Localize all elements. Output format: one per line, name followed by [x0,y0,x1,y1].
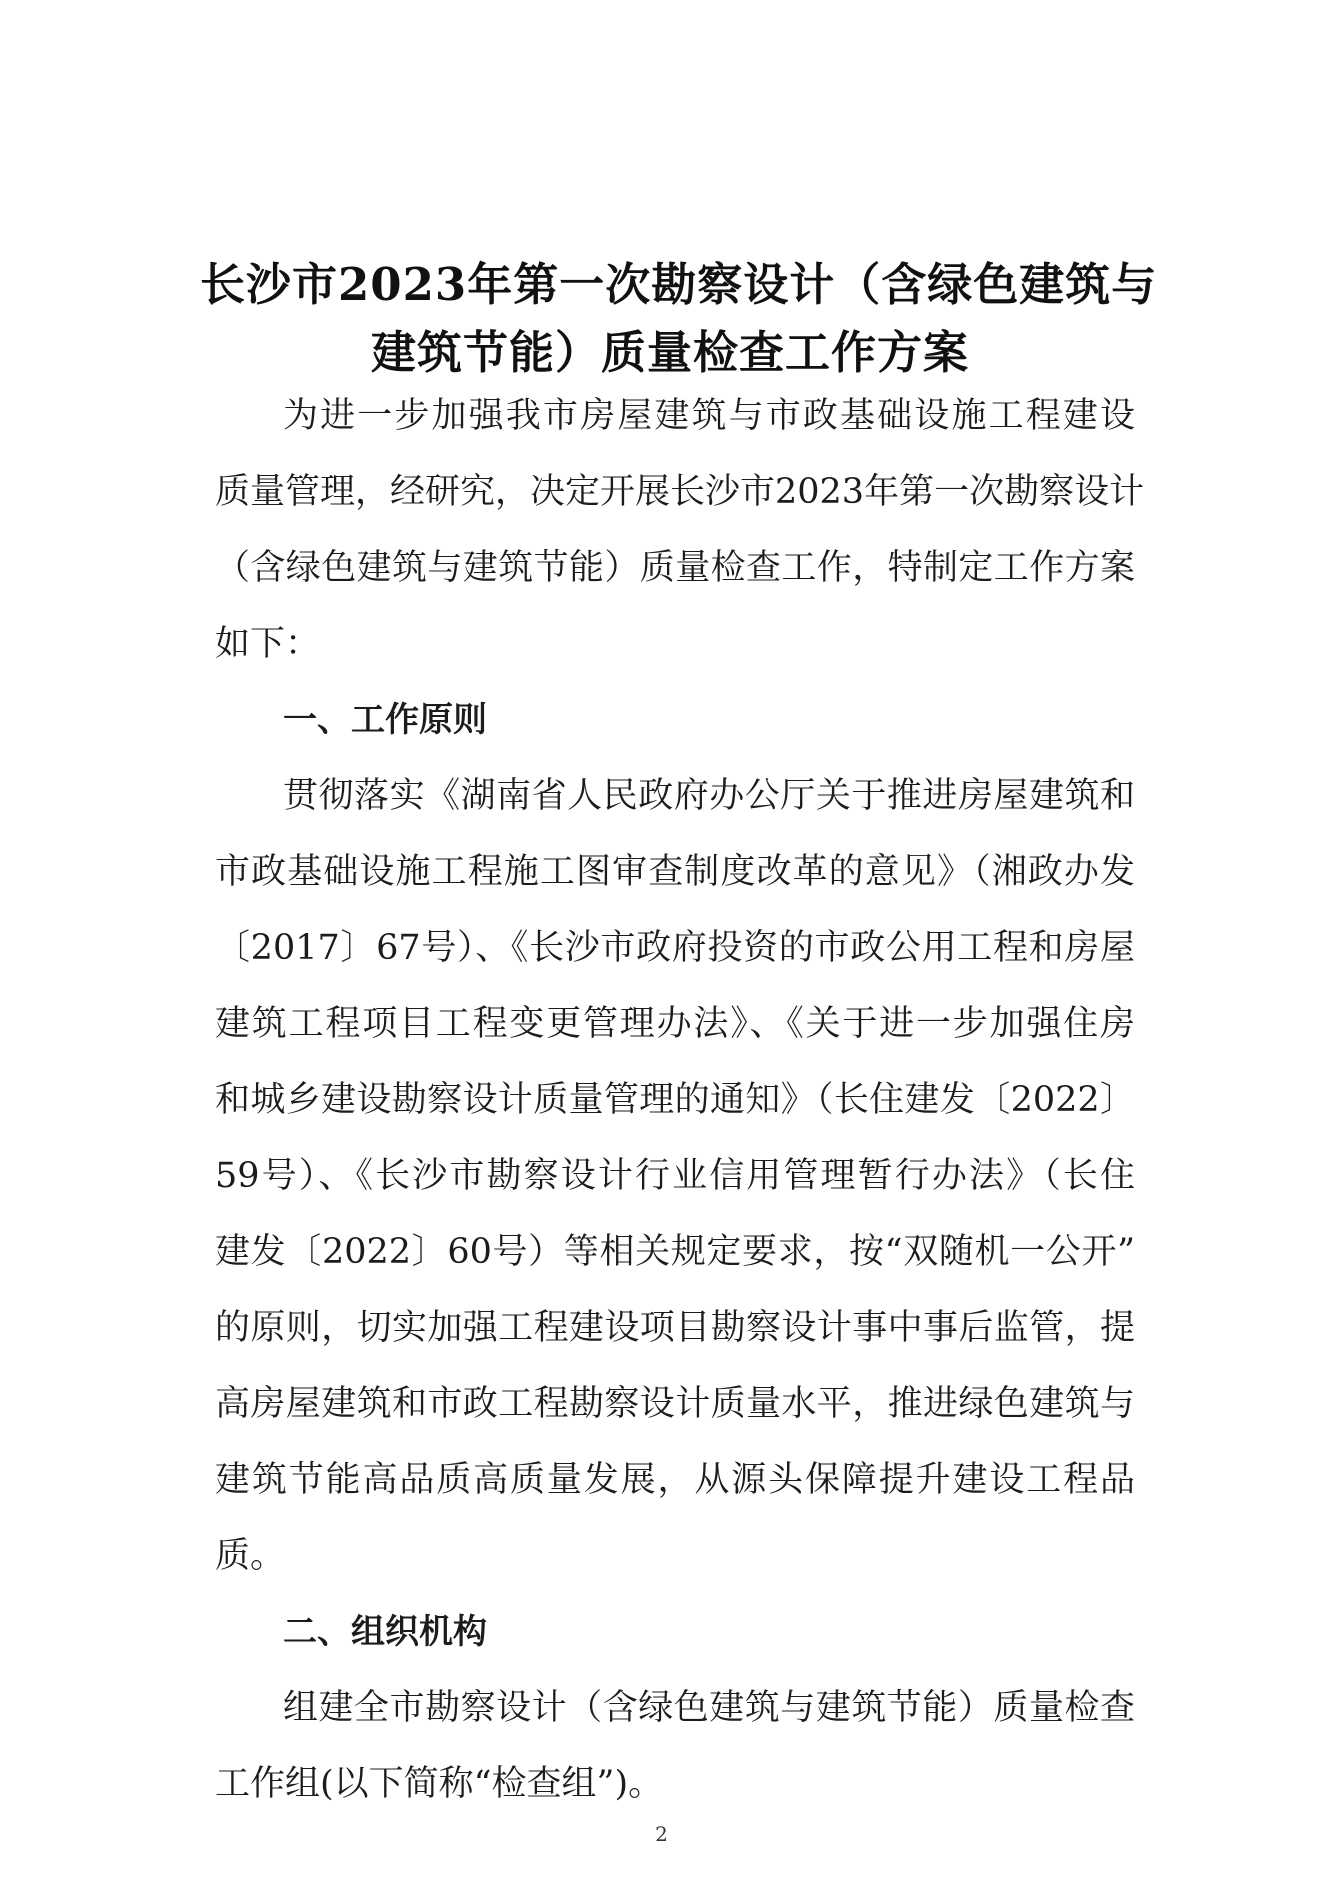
section-1-heading: 一、工作原则 [283,700,487,740]
section-1-line-9: 高房屋建筑和市政工程勘察设计质量水平，推进绿色建筑与 [215,1384,1135,1424]
section-1-line-6: 59号）、《长沙市勘察设计行业信用管理暂行办法》（长住 [215,1156,1135,1196]
section-1-line-5: 和城乡建设勘察设计质量管理的通知》（长住建发〔2022〕 [215,1080,1135,1120]
section-2-heading: 二、组织机构 [283,1612,487,1652]
section-1-line-10: 建筑节能高品质高质量发展，从源头保障提升建设工程品 [215,1460,1135,1500]
section-2-line-1: 组建全市勘察设计（含绿色建筑与建筑节能）质量检查 [283,1688,1135,1728]
section-1-line-4: 建筑工程项目工程变更管理办法》、《关于进一步加强住房 [215,1004,1135,1044]
section-1-line-2: 市政基础设施工程施工图审查制度改革的意见》（湘政办发 [215,852,1135,892]
section-1-line-11: 质。 [215,1536,286,1576]
section-1-line-7: 建发〔2022〕60号）等相关规定要求，按“双随机一公开” [215,1232,1135,1272]
section-1-line-8: 的原则，切实加强工程建设项目勘察设计事中事后监管，提 [215,1308,1135,1348]
document-title-line-2: 建筑节能）质量检查工作方案 [370,326,969,379]
intro-line-4: 如下： [215,624,321,664]
document-title-line-1: 长沙市2023年第一次勘察设计（含绿色建筑与 [200,258,1158,311]
section-1-line-1: 贯彻落实《湖南省人民政府办公厅关于推进房屋建筑和 [283,776,1135,816]
intro-line-1: 为进一步加强我市房屋建筑与市政基础设施工程建设 [283,396,1135,436]
page-number: 2 [655,1822,668,1846]
intro-line-2: 质量管理，经研究，决定开展长沙市2023年第一次勘察设计 [215,472,1145,512]
section-2-line-2: 工作组(以下简称“检查组”)。 [215,1764,664,1804]
intro-line-3: （含绿色建筑与建筑节能）质量检查工作，特制定工作方案 [215,548,1135,588]
section-1-line-3: 〔2017〕67号）、《长沙市政府投资的市政公用工程和房屋 [215,928,1135,968]
